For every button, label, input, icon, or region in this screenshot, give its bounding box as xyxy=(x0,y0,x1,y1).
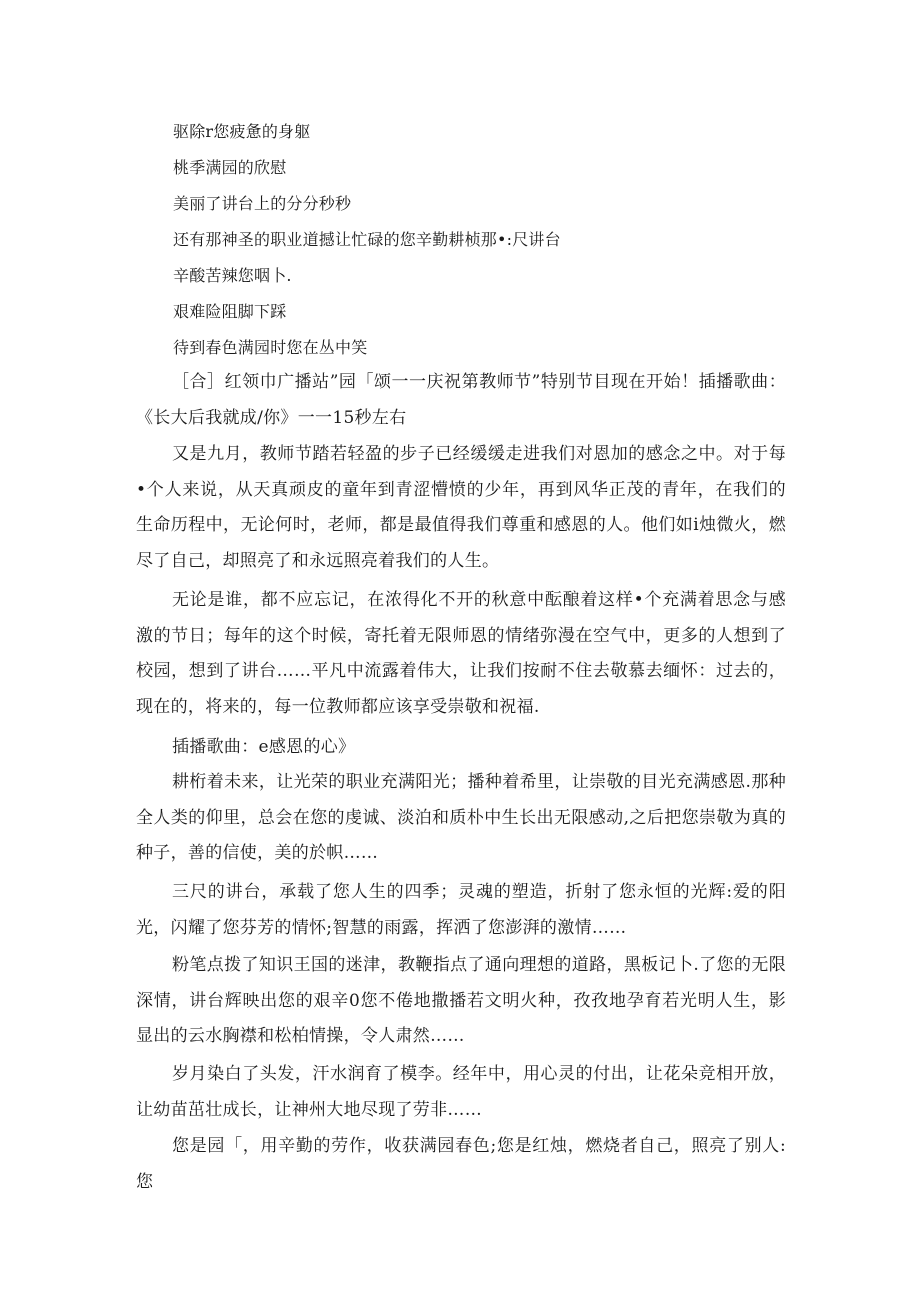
verse-line: 驱除r您疲惫的身躯 xyxy=(173,122,311,141)
paragraph: 岁月染白了头发，汗水润育了模李。经年中，用心灵的付出，让花朵竞相开放，让幼苗茁壮成长，让神州大地尽现了劳非…… xyxy=(136,1064,786,1120)
paragraph: 耕桁着未来，让光荣的职业充满阳光；播种着希里，让崇敬的目光充满感恩.那种全人类的仰里，总会在您的虔诚、淡泊和质朴中生长出无限感动,之后把您崇敬为真的种子，善的信使，美的於帜…… xyxy=(136,772,786,863)
paragraph-song-note: 插播歌曲：e感恩的心》 xyxy=(172,737,356,757)
paragraph: 粉笔点拨了知识王国的迷津，教鞭指点了通向理想的道路，黑板记卜.了您的无限深情，讲台辉映出您的艰辛0您不倦地撒播若文明火种，孜孜地孕育若光明人生，影显出的云水胸襟和松柏情操，令人肃然…… xyxy=(136,955,786,1046)
paragraph: 三尺的讲台，承载了您人生的四季；灵魂的塑造，折射了您永恒的光辉:爱的阳光，闪耀了您芬芳的情怀;智慧的雨露，挥洒了您澎湃的激情…… xyxy=(136,882,786,938)
verse-line: 艰难险阻脚下踩 xyxy=(173,302,287,321)
paragraph: 您是园「，用辛勤的劳作，收获满园春色;您是红烛，燃烧者自己，照亮了别人:您 xyxy=(136,1136,786,1192)
verse-line: 待到春色满园时您在丛中笑 xyxy=(173,338,368,357)
verse-line: 还有那神圣的职业道撼让忙碌的您辛勤耕桢那•:尺讲台 xyxy=(173,230,561,249)
verse-line: 美丽了讲台上的分分秒秒 xyxy=(173,194,352,213)
paragraph-opening: ［合］红领巾广播站”园「颂一一庆祝第教师节”特别节目现在开始！插播歌曲：《长大后我就成/你》一一15秒左右 xyxy=(136,372,786,428)
paragraph: 又是九月，教师节踏若轻盈的步子已经缓缓走进我们对恩加的感念之中。对于每•个人来说，从天真顽皮的童年到青涩懵愤的少年，再到风华正茂的青年，在我们的生命历程中，无论何时，老师，都是最值得我们尊重和感恩的人。他们如i烛微火，燃尽了自己，却照亮了和永远照亮着我们的人生。 xyxy=(136,444,786,571)
verse-line: 桃季满园的欣慰 xyxy=(173,158,287,177)
paragraph: 无论是谁，都不应忘记，在浓得化不开的秋意中酝酿着这样•个充满着思念与感激的节日；每年的这个时候，寄托着无限师恩的情绪弥漫在空气中，更多的人想到了校园，想到了讲台……平凡中流露着伟大，让我们按耐不住去敬慕去缅怀：过去的，现在的，将来的，每一位教师都应该享受崇敬和祝福. xyxy=(136,590,786,717)
verse-line: 辛酸苦辣您咽卜. xyxy=(173,266,292,285)
